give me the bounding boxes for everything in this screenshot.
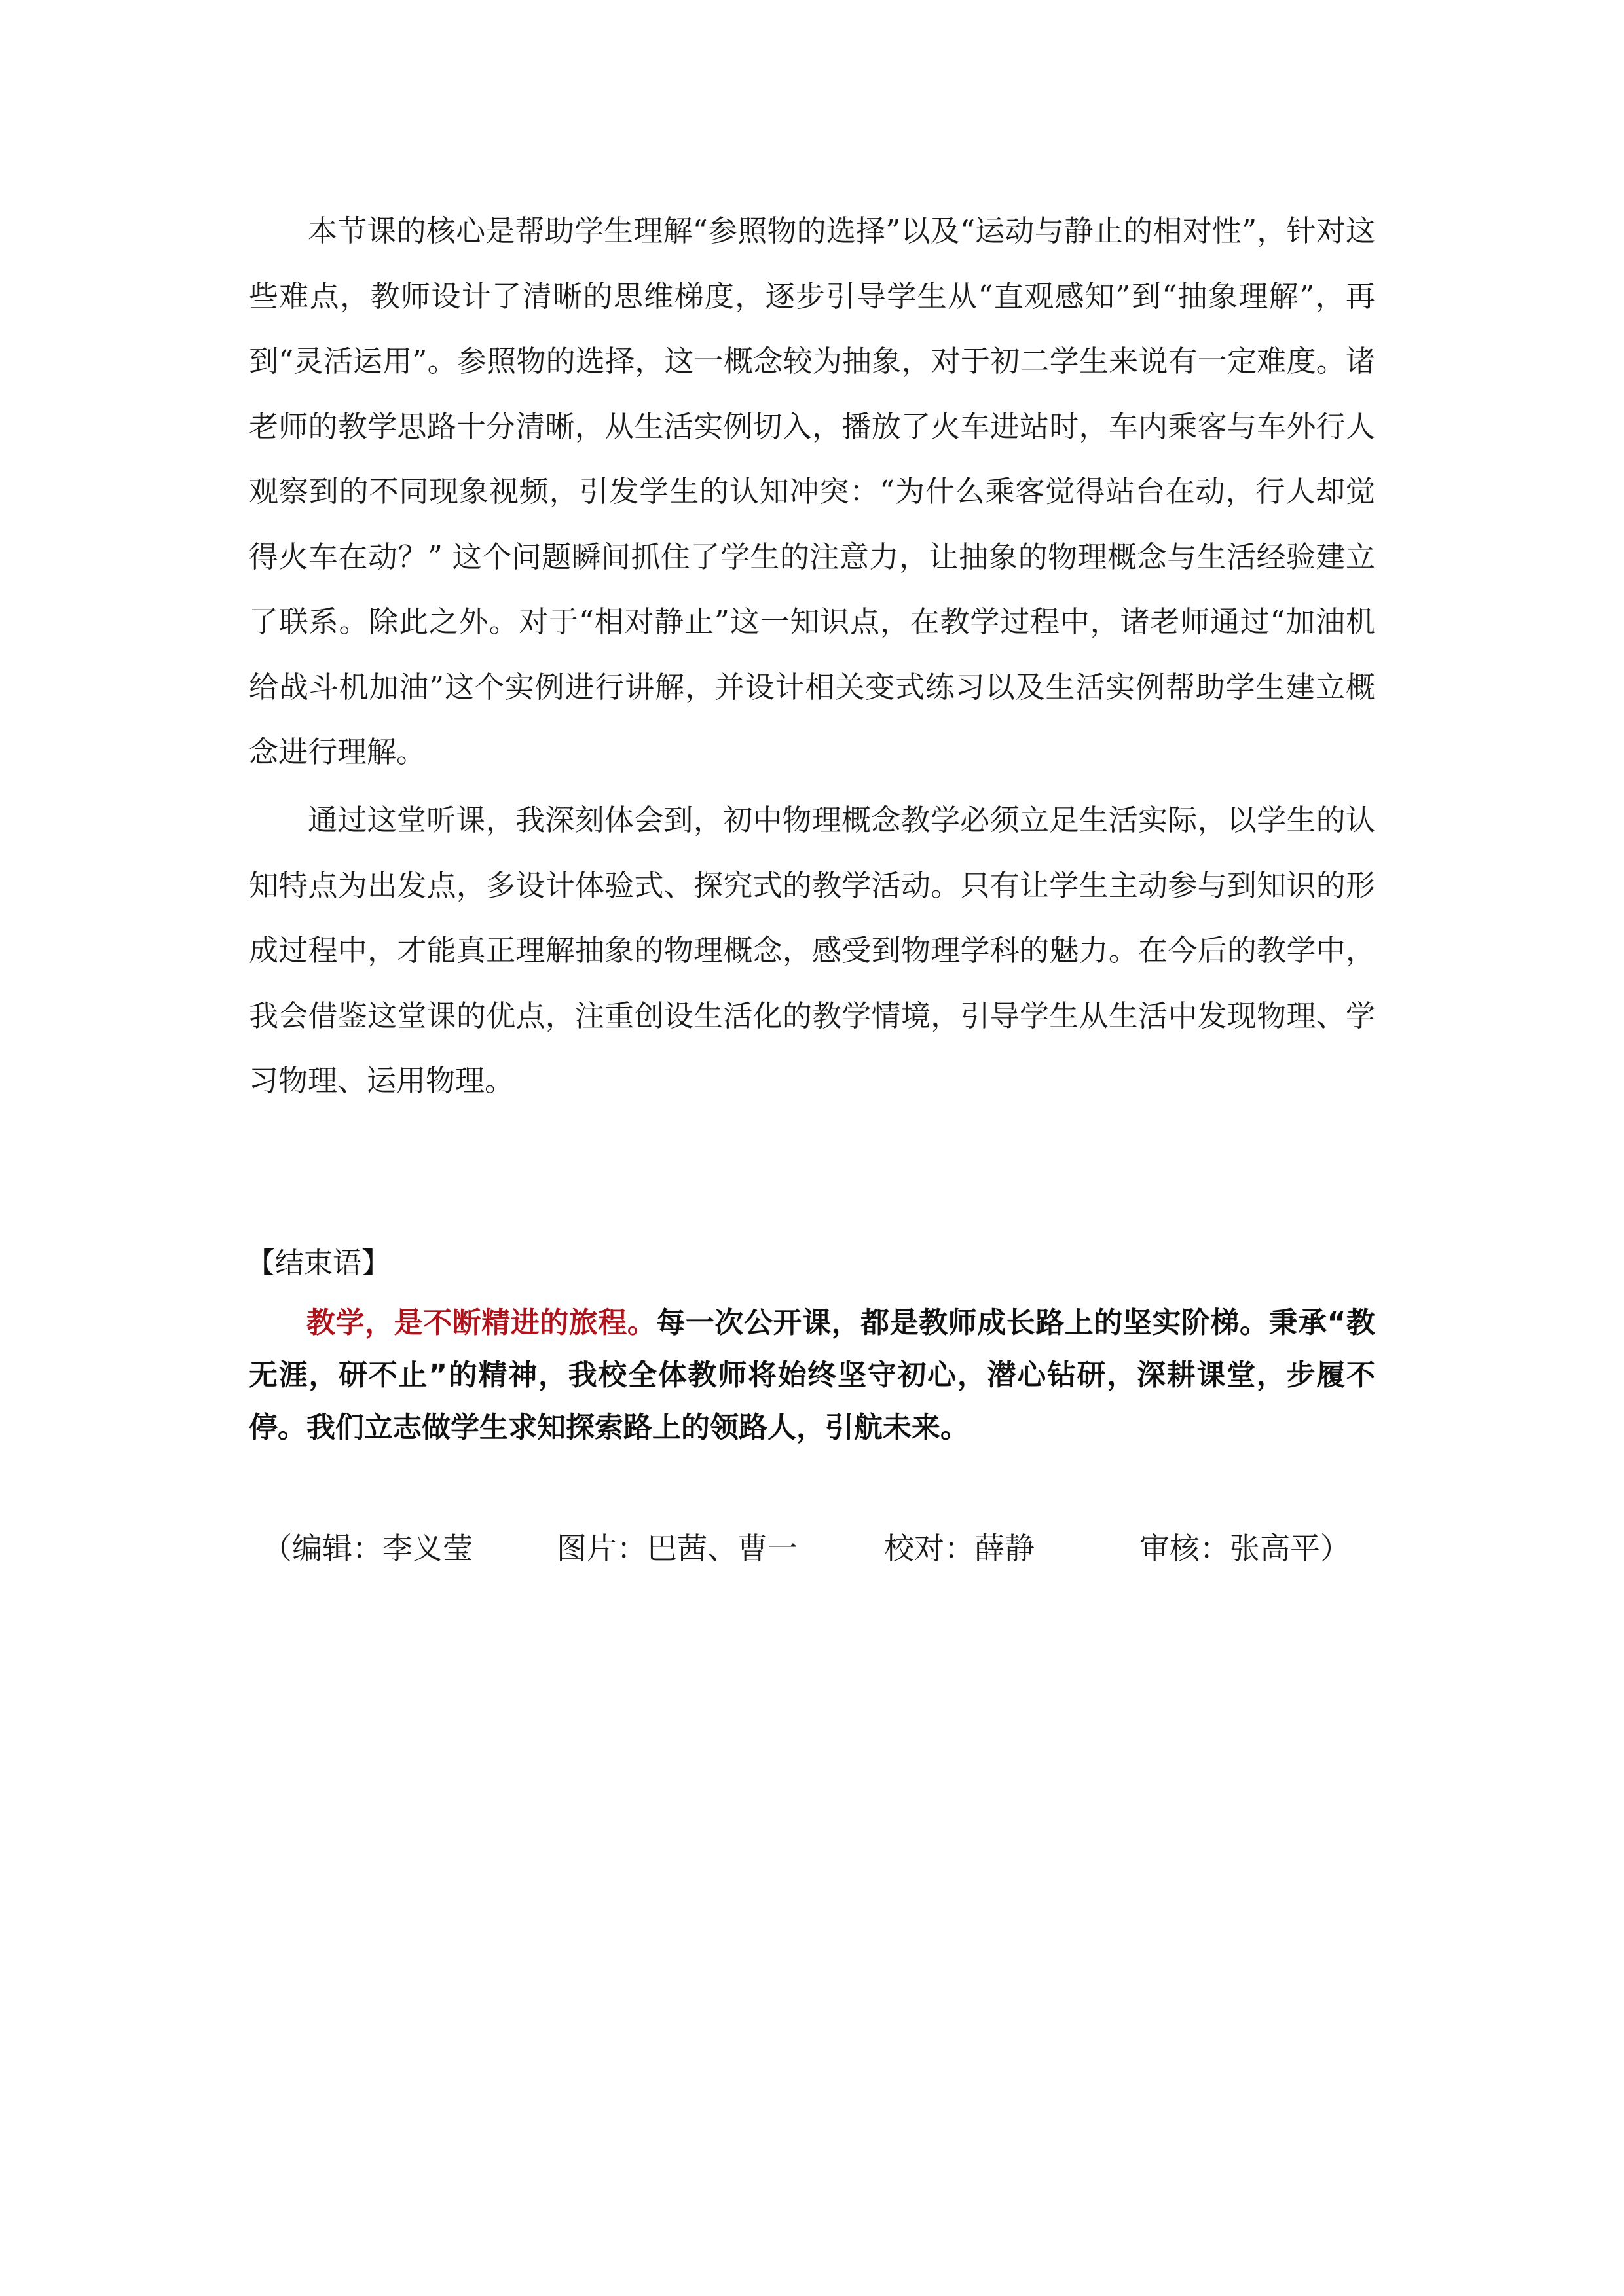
conclusion-text: 每一次公开课，都是教师成长路上的坚实阶梯。秉承“教无涯，研不止”的精神，我校全体教师将始终坚守初心，潜心钻研，深耕课堂，步履不停。我们立志做学生求知探索路上的领路人，引航未来。	[249, 1306, 1375, 1444]
credit-proofreader: 校对：薛静	[884, 1531, 1035, 1566]
conclusion-paragraph	[249, 1297, 1375, 1454]
credit-photos: 图片：巴茜、曹一	[557, 1531, 798, 1566]
credit-reviewer: 审核：张高平）	[1139, 1531, 1350, 1566]
credits-line	[262, 1525, 1388, 1571]
credit-editor: （编辑：李义莹	[262, 1531, 473, 1566]
article-paragraph-2: 通过这堂听课，我深刻体会到，初中物理概念教学必须立足生活实际，以学生的认知特点为出发点，多设计体验式、探究式的教学活动。只有让学生主动参与到知识的形成过程中，才能真正理解抽象的物理概念，感受到物理学科的魅力。在今后的教学中，我会借鉴这堂课的优点，注重创设生活化的教学情境，引导学生从生活中发现物理、学习物理、运用物理。	[249, 803, 1375, 1098]
article-paragraph-1: 本节课的核心是帮助学生理解“参照物的选择”以及“运动与静止的相对性”，针对这些难点，教师设计了清晰的思维梯度，逐步引导学生从“直观感知”到“抽象理解”，再到“灵活运用”。参照物的选择，这一概念较为抽象，对于初二学生来说有一定难度。诸老师的教学思路十分清晰，从生活实例切入，播放了火车进站时，车内乘客与车外行人观察到的不同现象视频，引发学生的认知冲突：“为什么乘客觉得站台在动，行人却觉得火车在动？” 这个问题瞬间抓住了学生的注意力，让抽象的物理概念与生活经验建立了联系。除此之外。对于“相对静止”这一知识点，在教学过程中，诸老师通过“加油机给战斗机加油”这个实例进行讲解，并设计相关变式练习以及生活实例帮助学生建立概念进行理解。	[249, 213, 1375, 769]
conclusion-highlight: 教学，是不断精进的旅程。	[306, 1306, 657, 1339]
conclusion-heading: 【结束语】	[246, 1247, 390, 1280]
